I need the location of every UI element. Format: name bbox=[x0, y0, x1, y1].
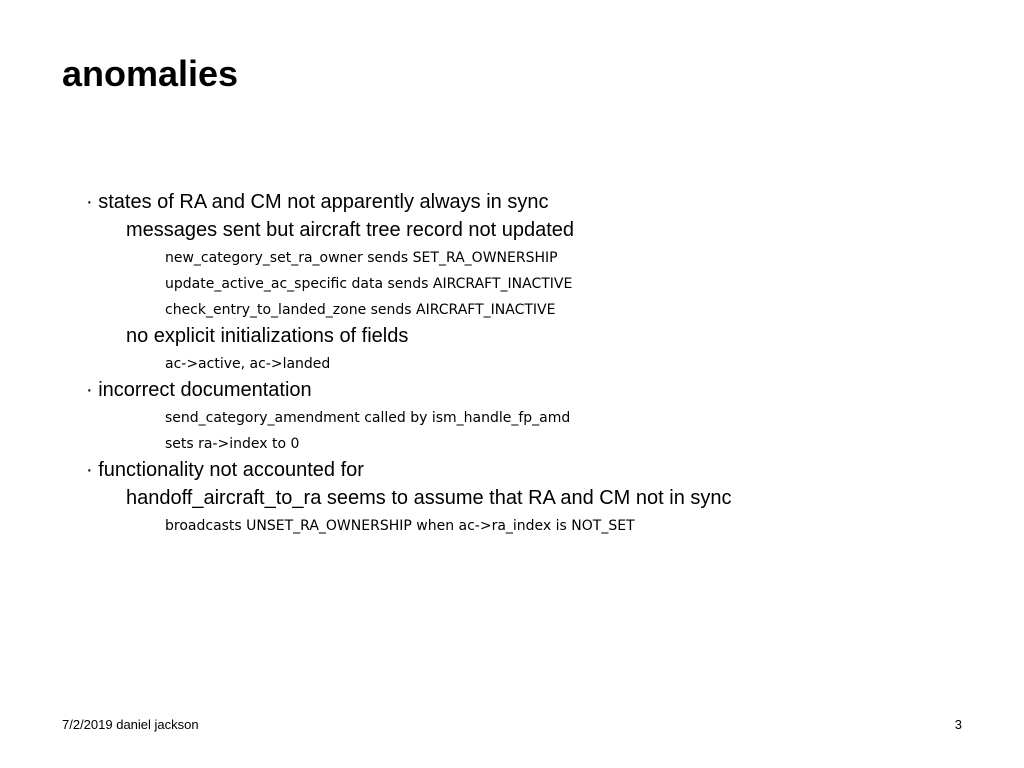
code-detail-item: ac->active, ac->landed bbox=[165, 356, 331, 372]
code-detail-item: check_entry_to_landed_zone sends AIRCRAFT_INACTIVE bbox=[165, 302, 556, 318]
sub-bullet-item: messages sent but aircraft tree record not updated bbox=[126, 219, 575, 241]
code-detail-item: sets ra->index to 0 bbox=[165, 436, 300, 452]
bullet-item: · states of RA and CM not apparently always in sync bbox=[86, 191, 549, 213]
sub-bullet-item: no explicit initializations of fields bbox=[126, 325, 409, 347]
sub-bullet-item: handoff_aircraft_to_ra seems to assume that RA and CM not in sync bbox=[126, 487, 732, 509]
code-detail-item: update_active_ac_specific data sends AIRCRAFT_INACTIVE bbox=[165, 276, 573, 292]
slide-title: anomalies bbox=[62, 53, 239, 94]
page-number: 3 bbox=[954, 717, 962, 732]
footer-date-author: 7/2/2019 daniel jackson bbox=[62, 717, 199, 732]
code-detail-item: broadcasts UNSET_RA_OWNERSHIP when ac->ra_index is NOT_SET bbox=[165, 518, 635, 534]
code-detail-item: new_category_set_ra_owner sends SET_RA_OWNERSHIP bbox=[165, 250, 558, 266]
bullet-item: · incorrect documentation bbox=[86, 379, 312, 401]
code-detail-item: send_category_amendment called by ism_handle_fp_amd bbox=[165, 410, 571, 426]
bullet-item: · functionality not accounted for bbox=[86, 459, 364, 481]
